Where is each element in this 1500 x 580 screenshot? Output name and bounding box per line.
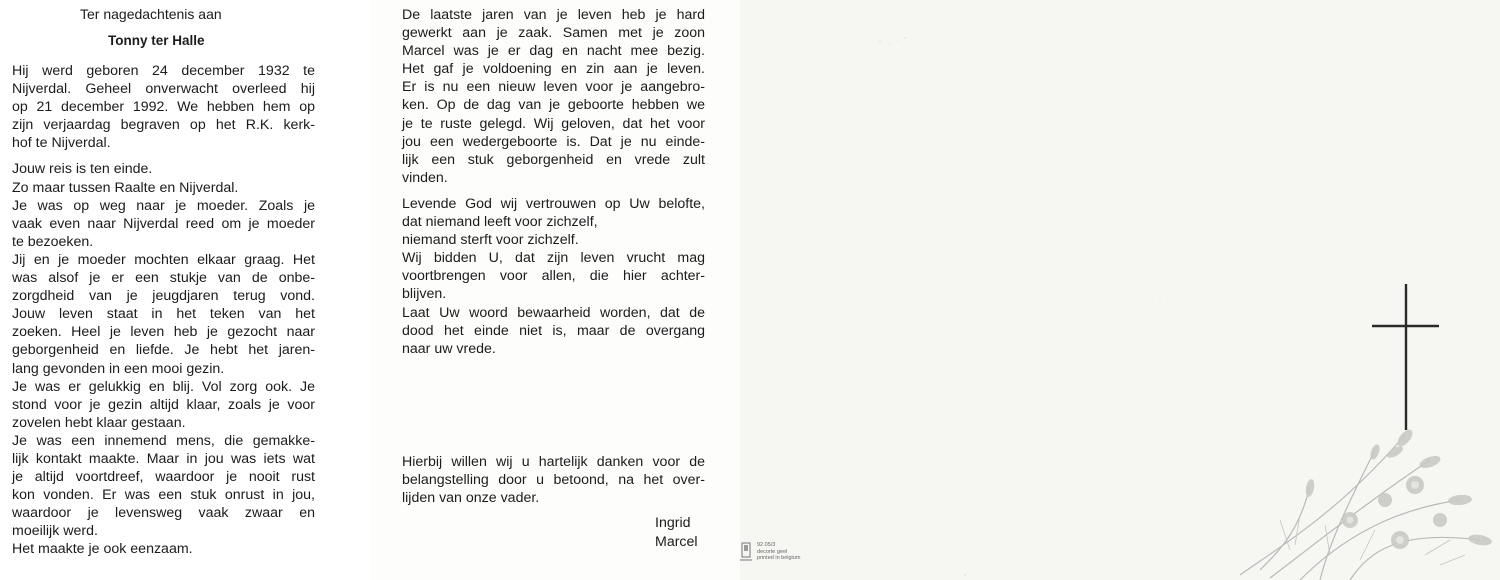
- printer-origin: printed in belgium: [757, 555, 801, 562]
- thanks-line: belangstelling door u betoond, na het over-: [402, 472, 705, 489]
- biography-column: [12, 62, 315, 559]
- biography-line: [12, 152, 315, 160]
- printer-logo-icon: [740, 542, 753, 562]
- reflection-line: blijven.: [402, 286, 447, 303]
- biography-line: Jouw reis is ten einde.: [12, 161, 153, 178]
- thanks-line: lijden van onze vader.: [402, 490, 540, 507]
- reflection-line: gewerkt aan je zaak. Samen met je zoon: [402, 25, 705, 42]
- biography-line: moeilijk werd.: [12, 523, 98, 540]
- flower-decoration: [1200, 390, 1500, 580]
- biography-line: Het maakte je ook eenzaam.: [12, 541, 193, 558]
- biography-line: je altijd voortdreef, waardoor je nooit rust: [12, 469, 315, 486]
- printer-name: decorte geel: [757, 548, 788, 555]
- reflection-line: jou een wedergeboorte is. Dat je nu einde-: [402, 133, 705, 150]
- reflection-line: De laatste jaren van je leven heb je hard: [402, 7, 705, 23]
- reflection-line: dat niemand leeft voor zichzelf,: [402, 214, 598, 231]
- biography-line: zijn verjaardag begraven op het R.K. kerk-: [12, 117, 315, 134]
- biography-line: Hij werd geboren 24 december 1932 te: [12, 63, 315, 79]
- biography-line: lijk kontakt maakte. Maar in jou was iets wat: [12, 450, 315, 467]
- printer-code: 92.05/3: [757, 542, 776, 548]
- biography-line: Je was een innemend mens, die gemakke-: [12, 432, 315, 449]
- biography-line: zoeken. Heel je leven heb je gezocht naar: [12, 324, 315, 341]
- reflection-line: Laat Uw woord bewaarheid worden, dat de: [402, 304, 705, 321]
- signatures: [655, 514, 698, 551]
- memorial-heading: Ter nagedachtenis aan: [80, 6, 222, 22]
- reflection-line: lijk een stuk geborgenheid en vrede zult: [402, 151, 705, 168]
- printer-mark: [740, 542, 820, 568]
- biography-line: Je was er gelukkig en blij. Vol zorg ook. Je: [12, 378, 315, 395]
- biography-line: kon vonden. Er was een stuk onrust in jou,: [12, 487, 315, 504]
- reflection-line: niemand sterft voor zichzelf.: [402, 232, 579, 249]
- thanks-line: Hierbij willen wij u hartelijk danken voor de: [402, 454, 705, 470]
- biography-line: zorgdheid van je jeugdjaren terug vond.: [12, 288, 315, 305]
- signature-marcel: Marcel: [655, 533, 698, 550]
- reflection-line: Levende God wij vertrouwen op Uw belofte,: [402, 195, 705, 212]
- biography-line: geborgenheid en liefde. Je hebt het jaren-: [12, 342, 315, 359]
- biography-line: vaak even naar Nijverdal reed om je moeder: [12, 215, 315, 232]
- biography-line: was alsof je er een stukje van de onbe-: [12, 270, 315, 287]
- biography-line: Zo maar tussen Raalte en Nijverdal.: [12, 179, 239, 196]
- biography-line: waardoor je levensweg vaak zwaar en: [12, 505, 315, 522]
- biography-line: op 21 december 1992. We hebben hem op: [12, 99, 315, 116]
- reflection-column: [402, 6, 705, 358]
- biography-line: lang gevonden in een mooi gezin.: [12, 360, 225, 377]
- biography-line: te bezoeken.: [12, 233, 94, 250]
- biography-line: Jouw leven staat in het teken van het: [12, 306, 315, 323]
- reflection-line: [402, 187, 705, 195]
- deceased-name: Tonny ter Halle: [108, 33, 205, 48]
- reflection-line: dood het einde niet is, maar de overgang: [402, 322, 705, 339]
- reflection-line: naar uw vrede.: [402, 340, 496, 357]
- thanks-paragraph: [402, 453, 705, 507]
- reflection-line: voortbrengen voor allen, die hier achter-: [402, 268, 705, 285]
- signature-ingrid: Ingrid: [655, 515, 691, 531]
- reflection-line: je te ruste gelegd. Wij geloven, dat het voor: [402, 115, 705, 132]
- reflection-line: vinden.: [402, 169, 448, 186]
- biography-line: Nijverdal. Geheel onverwacht overleed hij: [12, 81, 315, 98]
- reflection-line: Het gaf je voldoening en zin aan je leven.: [402, 61, 705, 78]
- reflection-line: Marcel was je er dag en nacht mee bezig.: [402, 43, 705, 60]
- biography-line: stond voor je gezin altijd klaar, zoals je voor: [12, 396, 315, 413]
- cross-icon: [1365, 282, 1445, 432]
- biography-line: Je was op weg naar je moeder. Zoals je: [12, 197, 315, 214]
- reflection-line: Wij bidden U, dat zijn leven vrucht mag: [402, 250, 705, 267]
- reflection-line: ken. Op de dag van je geboorte hebben we: [402, 97, 705, 114]
- biography-line: zovelen hebt klaar gestaan.: [12, 414, 186, 431]
- biography-line: hof te Nijverdal.: [12, 135, 111, 152]
- reflection-line: Er is nu een nieuw leven voor je aangebro-: [402, 79, 705, 96]
- biography-line: Jij en je moeder mochten elkaar graag. Het: [12, 251, 315, 268]
